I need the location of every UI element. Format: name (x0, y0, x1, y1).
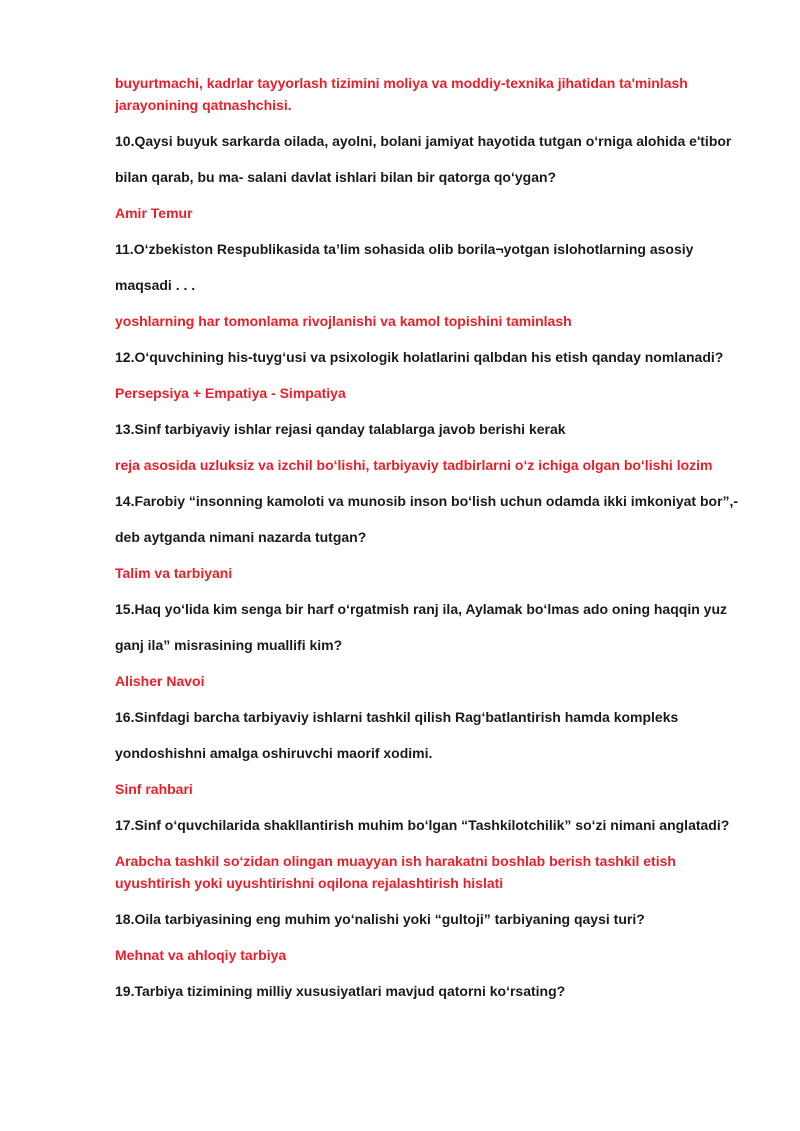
answer-17: Arabcha tashkil so‘zidan olingan muayyan ish harakatni boshlab berish tashkil etish (115, 853, 676, 869)
question-13: 13.Sinf tarbiyaviy ishlar rejasi qanday talablarga javob berishi kerak (115, 421, 566, 437)
question-16-cont: yondoshishni amalga oshiruvchi maorif xodimi. (115, 745, 433, 761)
answer-11: yoshlarning har tomonlama rivojlanishi va kamol topishini taminlash (115, 313, 572, 329)
question-18: 18.Oila tarbiyasining eng muhim yo‘nalishi yoki “gultoji” tarbiyaning qaysi turi? (115, 911, 645, 927)
question-10-cont: bilan qarab, bu ma- salani davlat ishlari bilan bir qatorga qo‘ygan? (115, 169, 557, 185)
answer-12: Persepsiya + Empatiya - Simpatiya (115, 385, 346, 401)
answer-15: Alisher Navoi (115, 673, 205, 689)
answer-14: Talim va tarbiyani (115, 565, 233, 581)
question-15-cont: ganj ila” misrasining muallifi kim? (115, 637, 343, 653)
question-14-cont: deb aytganda nimani nazarda tutgan? (115, 529, 367, 545)
answer-text: buyurtmachi, kadrlar tayyorlash tizimini moliya va moddiy-texnika jihatidan ta'minlash (115, 75, 688, 91)
answer-13: reja asosida uzluksiz va izchil bo‘lishi, tarbiyaviy tadbirlarni o‘z ichiga olgan bo‘lishi lozim (115, 457, 713, 473)
question-16: 16.Sinfdagi barcha tarbiyaviy ishlarni tashkil qilish Rag‘batlantirish hamda kompleks (115, 709, 679, 725)
question-19: 19.Tarbiya tizimining milliy xususiyatlari mavjud qatorni ko‘rsating? (115, 983, 566, 999)
answer-text: jarayonining qatnashchisi. (115, 97, 292, 113)
answer-16: Sinf rahbari (115, 781, 193, 797)
answer-10: Amir Temur (115, 205, 193, 221)
question-10: 10.Qaysi buyuk sarkarda oilada, ayolni, bolani jamiyat hayotida tutgan o‘rniga alohida e'tibor (115, 133, 732, 149)
question-12: 12.O‘quvchining his-tuyg‘usi va psixologik holatlarini qalbdan his etish qanday nomlanadi? (115, 349, 724, 365)
question-11: 11.O‘zbekiston Respublikasida ta’lim sohasida olib borila¬yotgan islohotlarning asosiy (115, 241, 694, 257)
question-14: 14.Farobiy “insonning kamoloti va munosib inson bo‘lish uchun odamda ikki imkoniyat bor”,- (115, 493, 739, 509)
question-15: 15.Haq yo‘lida kim senga bir harf o‘rgatmish ranj ila, Aylamak bo‘lmas ado oning haqqin yuz (115, 601, 727, 617)
question-17: 17.Sinf o‘quvchilarida shakllantirish muhim bo‘lgan “Tashkilotchilik” so‘zi nimani anglatadi? (115, 817, 730, 833)
answer-17-cont: uyushtirish yoki uyushtirishni oqilona rejalashtirish hislati (115, 875, 504, 891)
answer-18: Mehnat va ahloqiy tarbiya (115, 947, 287, 963)
question-11-cont: maqsadi . . . (115, 277, 196, 293)
